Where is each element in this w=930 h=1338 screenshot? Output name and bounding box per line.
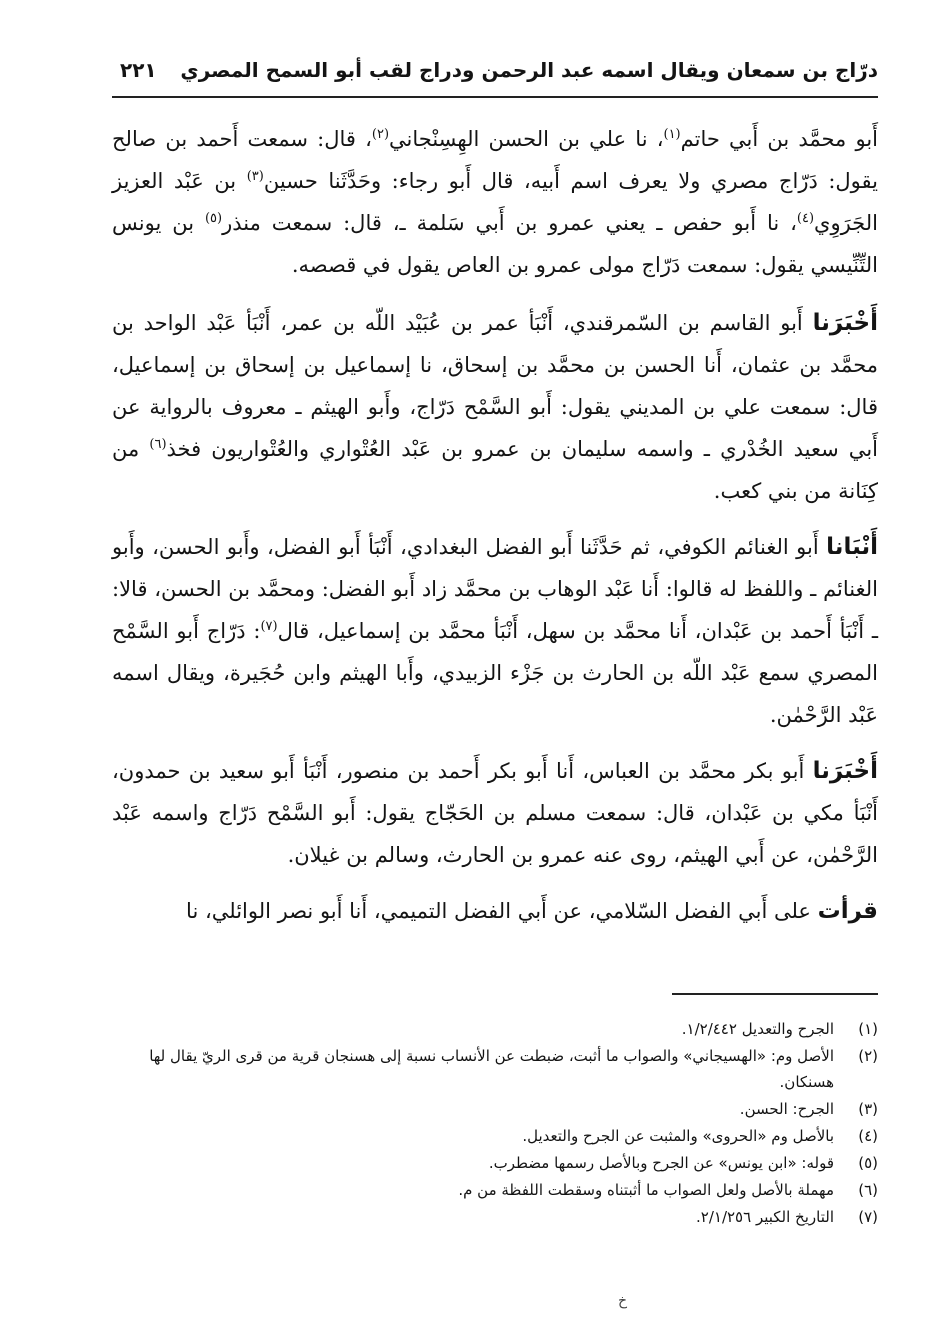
footnote-text: الأصل وم: «الهسيجاني» والصواب ما أثبت، ضبطت عن الأنساب نسبة إلى هسنجان قرية من قرى الريّ يقال لها هسنكان. [149,1047,834,1091]
paragraph-lead-word: أَنْبَانا [826,534,878,560]
paragraph-2 [112,302,878,512]
paragraph-lead-word: أَخْبَرَنا [812,758,878,784]
footnotes [112,1016,878,1231]
running-title: درّاج بن سمعان ويقال اسمه عبد الرحمن ودراج لقب أبو السمح المصري [180,58,878,82]
text-segment: أَبو بكر محمَّد بن العباس، أَنا أَبو بكر أَحمد بن منصور، أَنْبَأ أَبو سعيد بن حمدون، أَنْبَأ مكي بن عَبْدان، قال: سمعت مسلم بن الحَجّاج يقول: أَبو السَّمْح دَرّاج واسمه عَبْد الرَّحْمٰن، عن أَبي الهيثم، روى عنه عمرو بن الحارث، وسالم بن غيلان. [112,759,878,867]
page-header [112,52,878,98]
footnote-text: بالأصل وم «الحروى» والمثبت عن الجرح والتعديل. [522,1127,834,1145]
footnote-item [112,1096,878,1122]
footnote-ref-6: (٦) [149,437,167,452]
footnote-text: الجرح والتعديل ١/٢/٤٤٢. [681,1020,834,1038]
text-segment: أَبو الغنائم الكوفي، ثم حَدَّثَنا أَبو الفضل البغدادي، أَنْبَأ أَبو الفضل، وأَبو الحسن، وأَبو الغنائم ـ واللفظ له قالوا: أَنا عَبْد الوهاب بن محمَّد زاد أَبو الفضل: ومحمَّد بن الحسن، قالا: ـ أَنْبَأ أَحمد بن عَبْدان، أَنا محمَّد بن سهل، أَنْبَأ محمَّد بن إسماعيل، قال [112,535,878,643]
page-number: ٢٢١ [120,58,157,82]
footnote-number: (٧) [858,1208,878,1226]
footnote-number: (٦) [858,1181,878,1199]
footnote-separator [672,993,878,995]
text-segment: ، قال: سمعت أَحمد بن صالح يقول: دَرّاج مصري ولا يعرف اسم أَبيه، قال أَبو رجاء: وحَدَّثَنا حسين [112,127,878,193]
paragraph-3 [112,526,878,736]
footnote-item [112,1204,878,1230]
footnote-text: مهملة بالأصل ولعل الصواب ما أثبتناه وسقطت اللفظة من م. [458,1181,834,1199]
text-segment: من كِنَانة من بني كعب. [112,437,878,503]
footnote-item [112,1016,878,1042]
footnote-ref-3: (٣) [246,169,264,184]
footnote-item [112,1123,878,1149]
footnote-number: (٥) [858,1154,878,1172]
paragraph-5 [112,890,878,932]
footnote-ref-7: (٧) [260,619,278,634]
footnote-ref-5: (٥) [204,211,223,226]
footnote-text: قوله: «ابن يونس» عن الجرح وبالأصل رسمها مضطرب. [488,1154,834,1172]
footnote-number: (١) [858,1020,878,1038]
footnote-ref-1: (١) [663,127,681,142]
footnote-number: (٢) [858,1047,878,1065]
text-segment: أَبو القاسم بن السّمرقندي، أَنْبَأ عمر بن عُبَيْد اللّه بن عمر، أَنْبَأ عَبْد الواحد بن محمَّد بن عثمان، أَنا الحسن بن محمَّد بن إسحاق، نا إسماعيل بن إسحاق بن إسماعيل، قال: سمعت علي بن المديني يقول: أَبو السَّمْح دَرّاج، وأَبو الهيثم ـ معروف بالرواية عن أَبي سعيد الخُدْري ـ واسمه سليمان بن عمرو بن عَبْد العُتْواري والعُتْواريون فخذ [112,311,878,461]
footnote-number: (٣) [858,1100,878,1118]
text-segment: ، نا علي بن الحسن الهِسِنْجاني [389,127,664,151]
paragraph-lead-word: قرأت [817,898,878,924]
text-segment: : دَرّاج أَبو السَّمْح المصري سمع عَبْد اللّه بن الحارث بن جَزْء الزبيدي، وأَبا الهيثم وابن حُجَيرة، ويقال اسمه عَبْد الرَّحْمٰن. [112,619,878,727]
paragraph-lead-word: أَخْبَرَنا [812,310,878,336]
footnote-item [112,1043,878,1095]
footnote-text: التاريخ الكبير ٢/١/٢٥٦. [696,1208,834,1226]
footnote-item [112,1150,878,1176]
text-segment: بن يونس التِّنِّيسي يقول: سمعت دَرّاج مولى عمرو بن العاص يقول في قصصه. [112,211,878,277]
text-segment: بن عَبْد العزيز الجَرَوِي [112,169,878,235]
paragraph-1 [112,118,878,286]
footnote-text: الجرح: الحسن. [739,1100,834,1118]
text-segment: على أَبي الفضل السّلامي، عن أَبي الفضل التميمي، أَنا أَبو نصر الوائلي، نا [186,899,818,923]
footnote-number: (٤) [858,1127,878,1145]
footnote-item [112,1177,878,1203]
text-segment: ، نا أَبو حفص ـ يعني عمرو بن أَبي سَلمة ـ، قال: سمعت منذر [222,211,797,235]
paragraph-4 [112,750,878,876]
footnote-ref-2: (٢) [371,127,390,142]
footnote-ref-4: (٤) [796,211,815,226]
page-mark: خ [618,1293,628,1309]
main-text [112,118,878,946]
text-segment: أَبو محمَّد بن أَبي حاتم [680,127,878,151]
